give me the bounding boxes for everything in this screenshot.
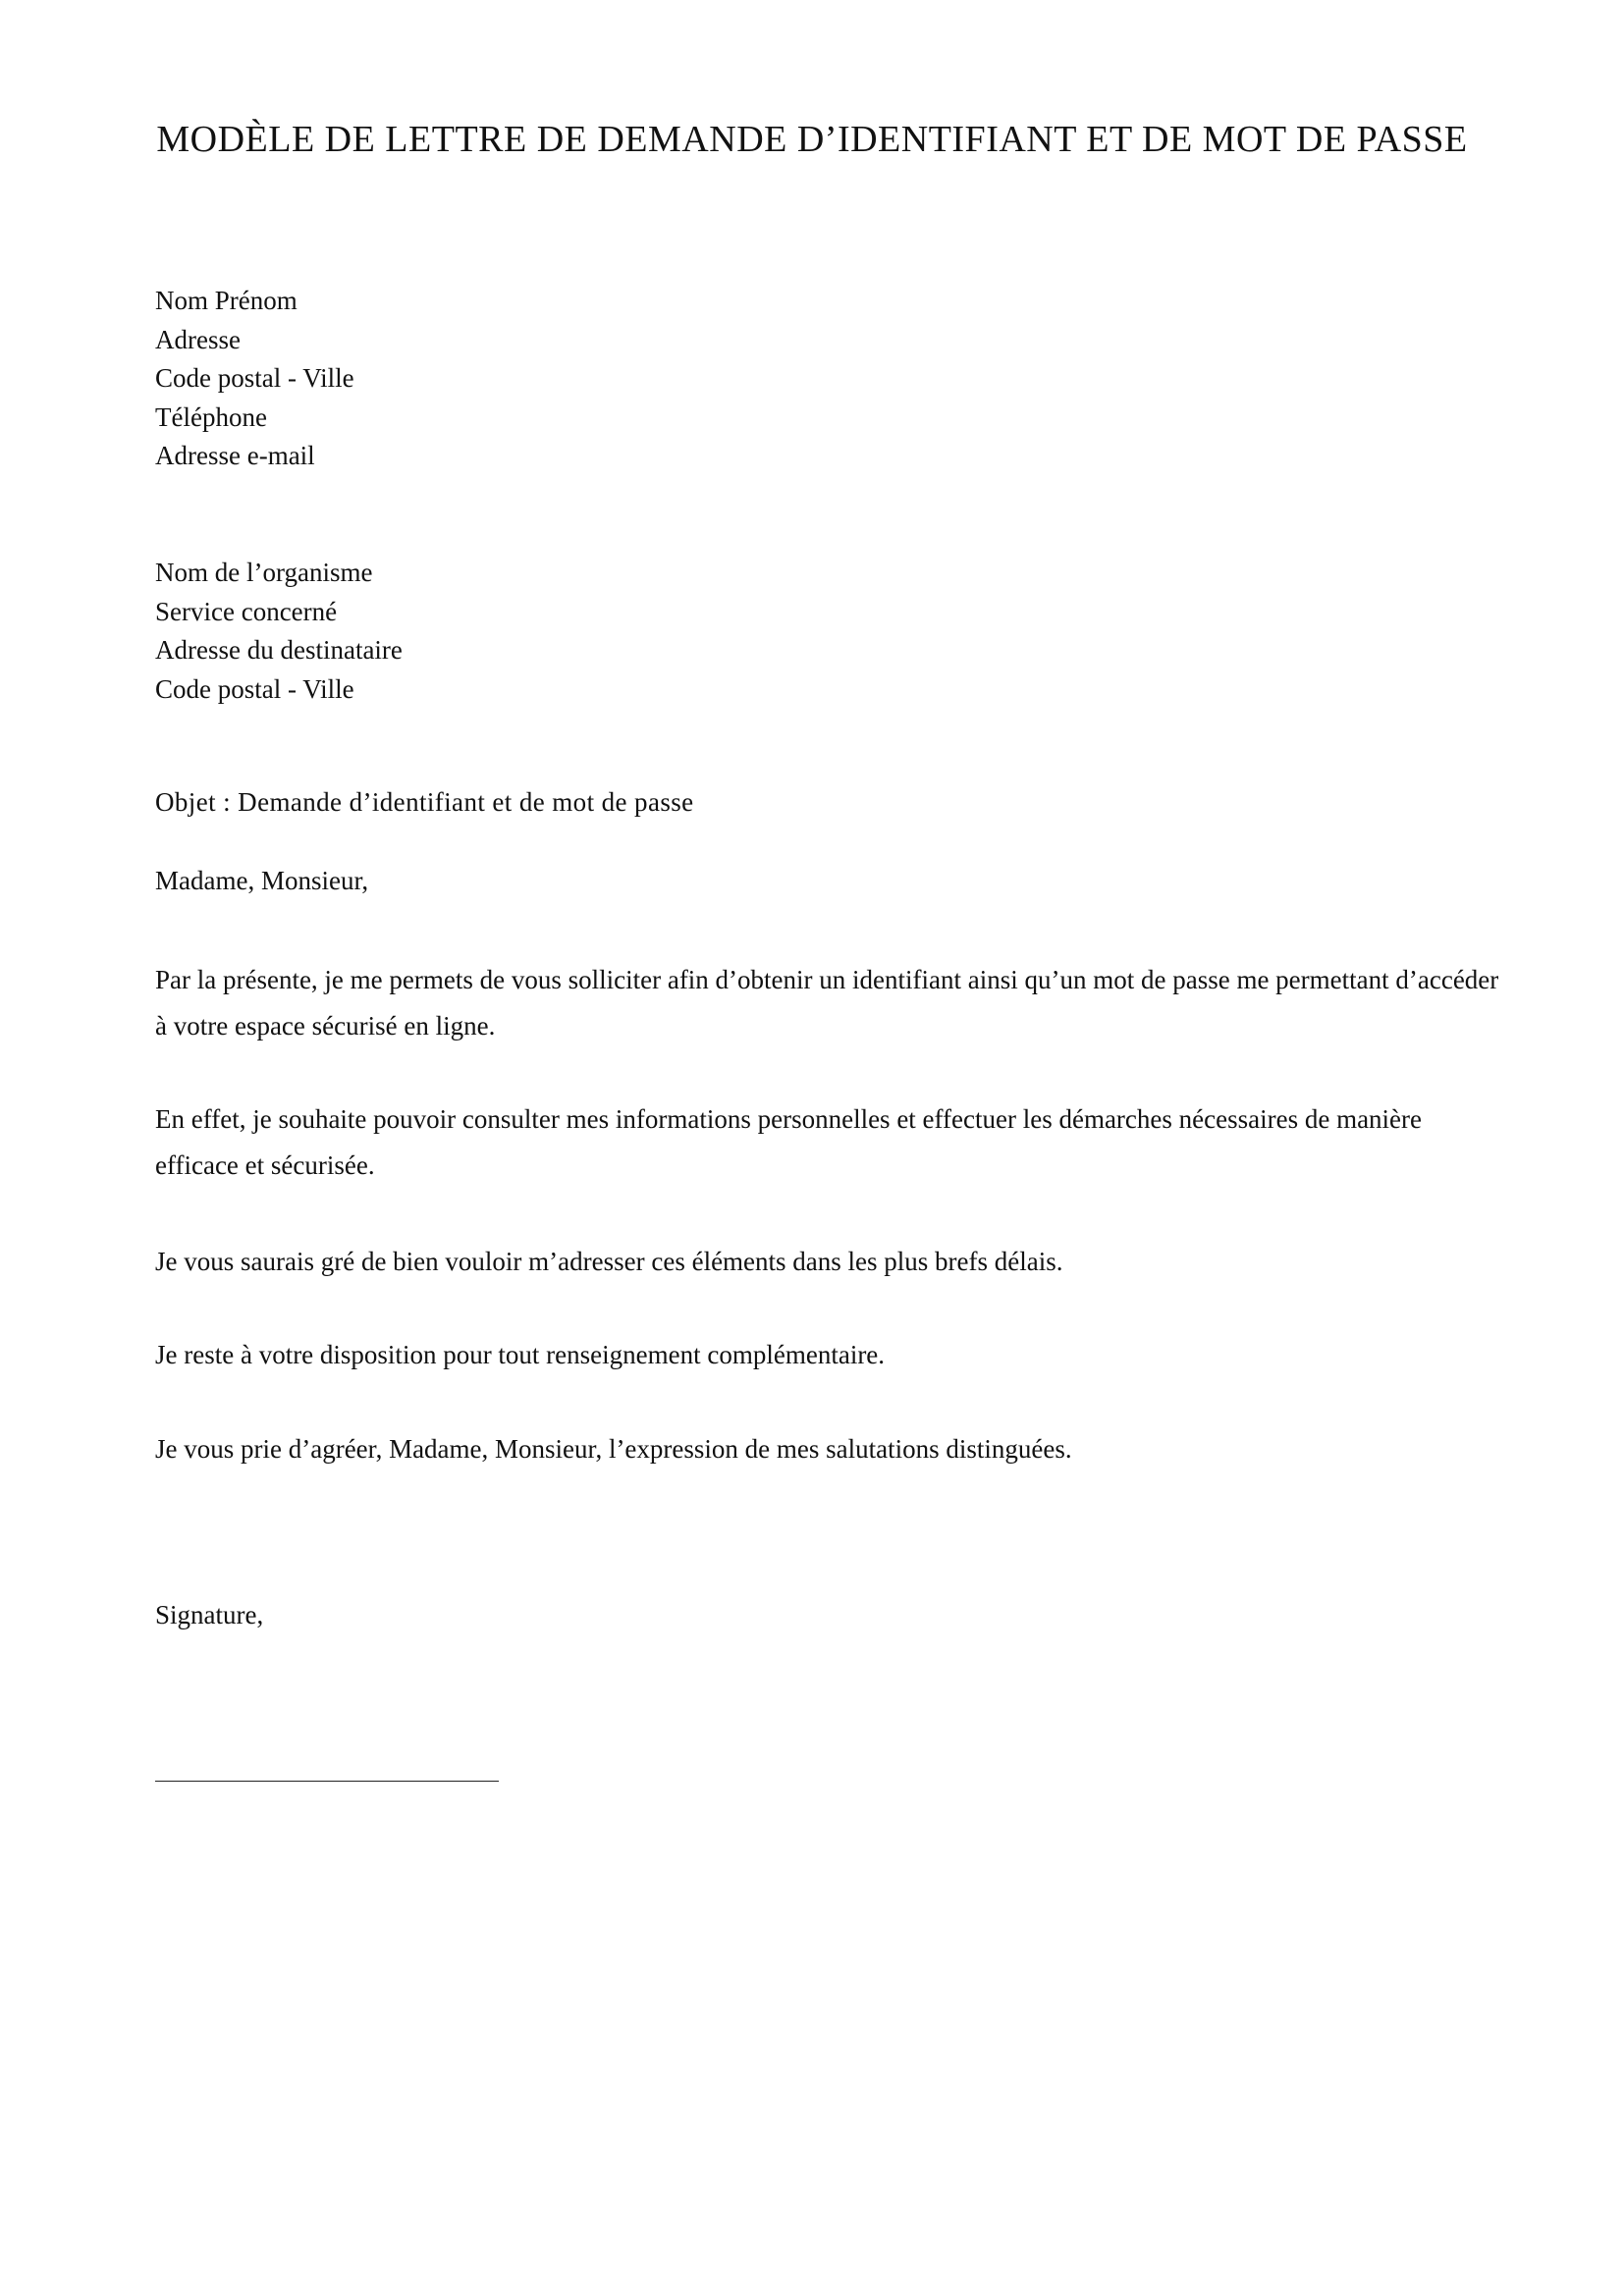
sender-name: Nom Prénom [155,286,298,315]
body-paragraph-delay: Je vous saurais gré de bien vouloir m’adresser ces éléments dans les plus brefs délais. [155,1247,1063,1276]
body-paragraph-request: Par la présente, je me permets de vous solliciter afin d’obtenir un identifiant ainsi qu’un mot de passe me permettant d’accéder à votre espace sécurisé en ligne. [155,965,1499,1041]
letter-salutation: Madame, Monsieur, [155,866,369,895]
body-paragraph-availability: Je reste à votre disposition pour tout renseignement complémentaire. [155,1340,886,1369]
signature-line [155,1781,499,1782]
sender-address-block [155,282,354,476]
letter-object: Objet : Demande d’identifiant et de mot de passe [155,787,694,817]
recipient-postal-city: Code postal - Ville [155,673,354,704]
body-paragraph-closing: Je vous prie d’agréer, Madame, Monsieur, l’expression de mes salutations distinguées. [155,1434,1072,1464]
recipient-address-block [155,554,403,709]
sender-postal-city: Code postal - Ville [155,363,354,393]
letter-title: MODÈLE DE LETTRE DE DEMANDE D’IDENTIFIANT ET DE MOT DE PASSE [156,119,1468,160]
signature-label: Signature, [155,1600,264,1629]
sender-address: Adresse [155,324,241,354]
sender-email: Adresse e-mail [155,441,315,470]
recipient-department: Service concerné [155,596,338,626]
sender-phone: Téléphone [155,401,267,432]
recipient-organization: Nom de l’organisme [155,558,373,587]
recipient-address: Adresse du destinataire [155,635,403,665]
body-paragraph-reason: En effet, je souhaite pouvoir consulter mes informations personnelles et effectuer les démarches nécessaires de manière efficace et sécurisée. [155,1104,1423,1180]
